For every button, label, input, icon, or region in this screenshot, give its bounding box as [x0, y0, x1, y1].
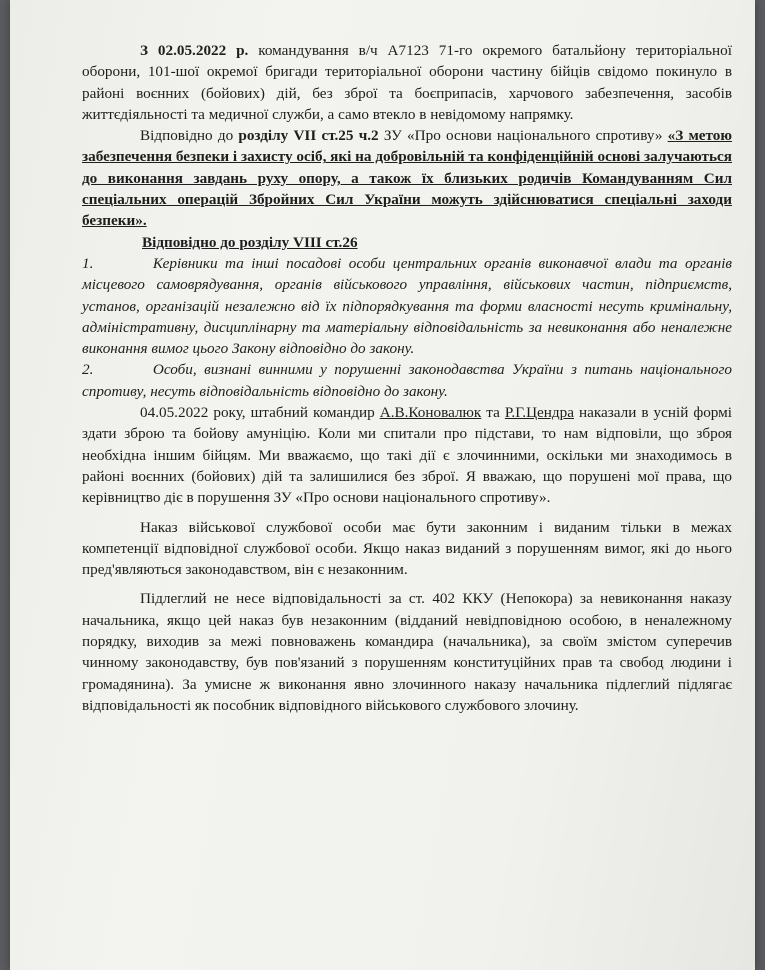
item-text: Особи, визнані винними у порушенні законодавства України з питань національного спротиву, несуть відповідальність відповідно до закону. [82, 361, 732, 400]
document-page [10, 0, 755, 970]
item-number: 1. [82, 254, 94, 272]
paragraph-text: командування в/ч А7123 71-го окремого батальйону територіальної оборони, 101-шої окремої бригади територіальної оборони частину бійців свідомо покинуло в районі воєнних (бойових) дій, без зброї та боєприпасів, харчового забезпечення, засобів життєдіяльності та медичної служби, а само втекло в невідомому напрямку. [82, 42, 732, 123]
numbered-item-2 [82, 359, 732, 402]
commander-name-1: А.В.Коновалюк [379, 404, 482, 422]
paragraph-art25 [82, 125, 732, 231]
item-number: 2. [82, 361, 94, 379]
paragraph-text: року, штабний командир [213, 404, 375, 422]
law-quote: «З метою забезпечення безпеки і захисту осіб, які на добровільній та конфіденційній основі залучаються до виконання завдань руху опору, а також їх близьких родичів Командуванням Сил спеціальних операцій Збройних Сил України можуть здійснюватися спеціальні заходи безпеки». [82, 127, 733, 230]
numbered-item-1 [82, 253, 732, 359]
paragraph-desertion [82, 40, 732, 125]
incident-date: 04.05.2022 [140, 404, 209, 422]
spacer [82, 580, 732, 588]
document-body [82, 40, 732, 716]
item-2-paragraph [82, 359, 732, 402]
item-1-paragraph [82, 253, 732, 359]
paragraph-text: Відповідно до [140, 127, 234, 145]
law-reference: розділу VII ст.25 ч.2 [238, 127, 379, 145]
paragraph-incident [82, 402, 732, 508]
heading-art26: Відповідно до розділу VIII ст.26 [142, 233, 358, 251]
date-lead: З 02.05.2022 р. [140, 42, 249, 59]
spacer [82, 509, 732, 517]
paragraph-text: наказали в усній формі здати зброю та бойову амуніцію. Коли ми спитали про підстави, то нам відповіли, що зброя необхідна іншим бійцям. Ми вважаємо, що такі дії є злочинними, оскільки ми знаходимось в районі воєнних (бойових) дій та залишилися без зброї. Я вважаю, що порушені мої права, що керівництво діє в порушення ЗУ «Про основи національного спротиву». [82, 404, 732, 507]
law-name: ЗУ «Про основи національного спротиву» [383, 127, 663, 145]
commander-name-2: Р.Г.Цендра [504, 404, 574, 422]
paragraph-text: та [486, 404, 500, 422]
paragraph-lawful-order: Наказ військової службової особи має бути законним і виданим тільки в межах компетенції відповідної службової особи. Якщо наказ виданий з порушенням вимог, які до нього пред'являються законодавством, він є незаконним. [82, 518, 732, 579]
paragraph-responsibility: Підлеглий не несе відповідальності за ст. 402 ККУ (Непокора) за невиконання наказу начальника, якщо цей наказ був незаконним (відданий невідповідною особою, в неналежному порядку, виходив за межі повноважень командира (начальника), за своїм змістом суперечив чинному законодавству, був пов'язаний з порушенням конституційних прав та свобод людини і громадянина). За умисне ж виконання явно злочинного наказу начальника підлеглий підлягає відповідальності як пособник відповідного військового службового злочину. [82, 590, 732, 714]
item-text: Керівники та інші посадові особи центральних органів виконавчої влади та органів місцевого самоврядування, органів військового управління, військових частин, підприємств, установ, організацій незалежно від їх підпорядкування та форми власності несуть кримінальну, адміністративну, дисциплінарну та матеріальну відповідальність за невиконання або неналежне виконання вимог цього Закону відповідно до закону. [82, 254, 733, 358]
